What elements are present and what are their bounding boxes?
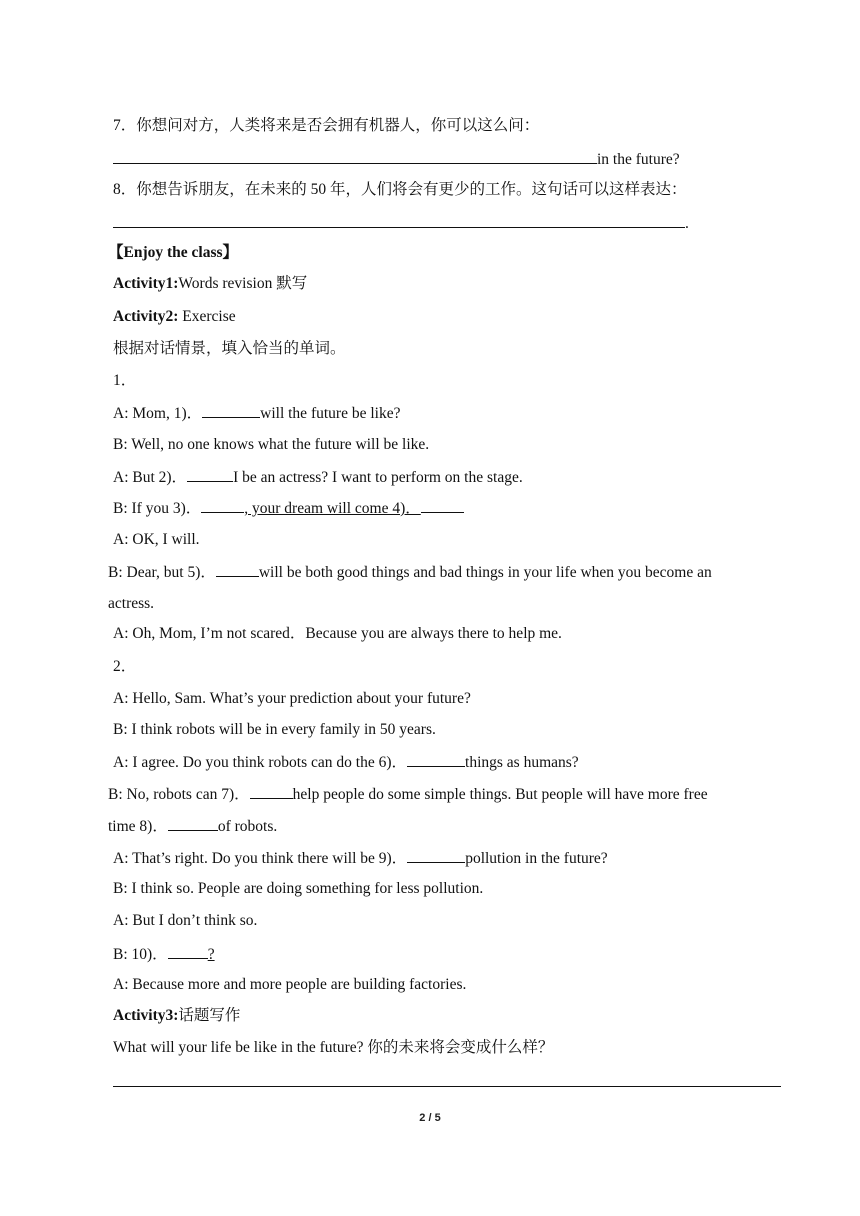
answer-blank xyxy=(407,847,465,863)
dialog-text: help people do some simple things. But people will have more free xyxy=(292,786,708,803)
question-8: 8．你想告诉朋友，在未来的 50 年，人们将会有更少的工作。这句话可以这样表达： xyxy=(113,181,687,198)
answer-blank xyxy=(168,815,218,831)
dialog-2-line-10: A: Because more and more people are building factories. xyxy=(113,976,467,993)
activity-3-text: 话题写作 xyxy=(178,1007,241,1024)
activity-3-label: Activity3: xyxy=(113,1007,179,1024)
answer-blank xyxy=(113,148,597,164)
dialog-text: B: If you 3)． xyxy=(113,500,202,517)
dialog-1-line-4 xyxy=(113,497,464,519)
writing-prompt: What will your life be like in the future? 你的未来将会变成什么样？ xyxy=(113,1039,554,1056)
dialog-2-line-7: B: I think so. People are doing something for less pollution. xyxy=(113,880,484,897)
activity-1-text: Words revision 默写 xyxy=(178,275,308,292)
answer-blank xyxy=(216,561,259,577)
dialog-text: will the future be like? xyxy=(260,405,401,422)
dialog-text: B: No, robots can 7)． xyxy=(108,786,250,803)
dialog-text: I be an actress? I want to perform on the stage. xyxy=(233,469,523,486)
answer-blank xyxy=(250,783,293,799)
activity-2-label: Activity2: xyxy=(113,308,179,325)
answer-blank xyxy=(201,497,244,513)
writing-answer-line xyxy=(113,1086,781,1087)
activity-3 xyxy=(113,1006,240,1026)
dialog-text: ? xyxy=(207,946,215,963)
question-7-answer-line xyxy=(113,148,680,170)
dialog-1-line-7: actress. xyxy=(108,595,155,612)
dialog-1-line-3 xyxy=(113,466,523,488)
dialog-2-line-8: A: But I don’t think so. xyxy=(113,912,258,929)
dialog-2-line-9 xyxy=(113,943,215,965)
dialog-text: A: Mom, 1)． xyxy=(113,405,203,422)
dialog-1-line-8: A: Oh, Mom, I’m not scared．Because you are always there to help me. xyxy=(113,625,562,642)
dialog-1-line-6 xyxy=(108,561,712,583)
dialog-2-line-5 xyxy=(108,815,277,837)
answer-blank xyxy=(113,212,685,228)
dialog-2-line-4 xyxy=(108,783,708,805)
dialog-text: time 8)． xyxy=(108,818,168,835)
dialog-1-line-2: B: Well, no one knows what the future will be like. xyxy=(113,436,430,453)
instruction: 根据对话情景，填入恰当的单词。 xyxy=(113,340,346,357)
activity-1-label: Activity1: xyxy=(113,275,179,292)
answer-blank xyxy=(168,943,208,959)
dialog-text: will be both good things and bad things in your life when you become an xyxy=(258,564,712,581)
question-7-tail: in the future? xyxy=(597,151,680,168)
dialog-text: of robots. xyxy=(217,818,278,835)
answer-blank xyxy=(407,751,465,767)
answer-blank xyxy=(421,497,464,513)
dialog-text: things as humans? xyxy=(465,754,579,771)
activity-2-text: Exercise xyxy=(178,308,236,325)
question-7: 7．你想问对方，人类将来是否会拥有机器人，你可以这么问： xyxy=(113,117,540,134)
dialog-text: A: But 2)． xyxy=(113,469,188,486)
question-8-answer-line xyxy=(113,212,689,234)
answer-blank xyxy=(187,466,233,482)
activity-1 xyxy=(113,274,307,294)
page-number: 2 / 5 xyxy=(419,1112,441,1124)
dialog-text: A: That’s right. Do you think there will be 9)． xyxy=(113,850,408,867)
activity-2 xyxy=(113,307,236,327)
dialog-2-line-6 xyxy=(113,847,608,869)
dialog-2-line-1: A: Hello, Sam. What’s your prediction about your future? xyxy=(113,690,471,707)
question-8-tail: . xyxy=(685,215,689,232)
dialog-2-line-2: B: I think robots will be in every family in 50 years. xyxy=(113,721,436,738)
dialog-1-number: 1． xyxy=(113,372,137,389)
dialog-text: , your dream will come 4)． xyxy=(244,500,421,517)
dialog-1-line-5: A: OK, I will. xyxy=(113,531,200,548)
dialog-text: B: Dear, but 5)． xyxy=(108,564,216,581)
answer-blank xyxy=(202,402,260,418)
dialog-2-number: 2． xyxy=(113,658,137,675)
dialog-text: B: 10)． xyxy=(113,946,168,963)
dialog-text: A: I agree. Do you think robots can do the 6)． xyxy=(113,754,408,771)
dialog-text: pollution in the future? xyxy=(465,850,608,867)
dialog-2-line-3 xyxy=(113,751,579,773)
dialog-1-line-1 xyxy=(113,402,400,424)
section-title: 【Enjoy the class】 xyxy=(108,244,239,261)
